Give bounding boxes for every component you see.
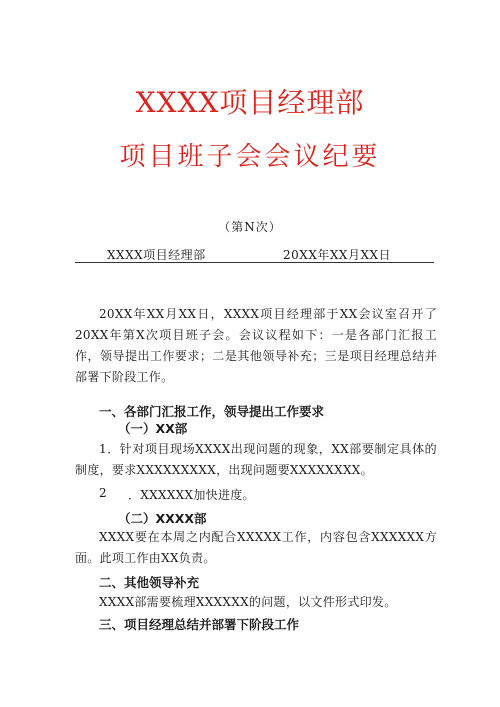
header-divider bbox=[75, 262, 434, 263]
section-2-heading: 二、其他领导补充 bbox=[99, 575, 200, 590]
meeting-date: 20XX年XX月XX日 bbox=[283, 248, 392, 262]
section-1-sub-1-heading: （一）XX部 bbox=[118, 421, 188, 436]
section-1-item-1: 1．针对项目现场XXXX出现问题的现象，XX部要制定具体的制度，要求XXXXXXXXX，出现问题要XXXXXXXX。 bbox=[75, 442, 437, 477]
intro-paragraph: 20XX年XX月XX日，XXXX项目经理部于XX会议室召开了20XX年第X次项目班子会。会议议程如下：一是各部门汇报工作，领导提出工作要求；二是其他领导补充；三是项目经理总结并部署下阶段工作。 bbox=[75, 307, 437, 384]
section-2-text: XXXX部需要梳理XXXXXX的问题，以文件形式印发。 bbox=[99, 595, 397, 609]
department-name: XXXX项目经理部 bbox=[107, 248, 206, 262]
document-title-line1: XXXX项目经理部 bbox=[135, 86, 365, 119]
section-1-heading: 一、各部门汇报工作，领导提出工作要求 bbox=[99, 404, 325, 419]
document-title-line2: 项目班子会会议纪要 bbox=[119, 142, 381, 172]
section-3-heading: 三、项目经理总结并部署下阶段工作 bbox=[99, 617, 300, 632]
section-1-item-2-number: 2 bbox=[99, 486, 107, 500]
issue-number: （第N次） bbox=[218, 220, 282, 234]
section-1-sub-2-heading: （二）XXXX部 bbox=[118, 511, 207, 526]
section-1-item-2-text: ．XXXXXX加快进度。 bbox=[128, 488, 255, 502]
section-1-sub-2-text: XXXX要在本周之内配合XXXXX工作，内容包含XXXXXX方面。此项工作由XX负责。 bbox=[75, 530, 437, 565]
